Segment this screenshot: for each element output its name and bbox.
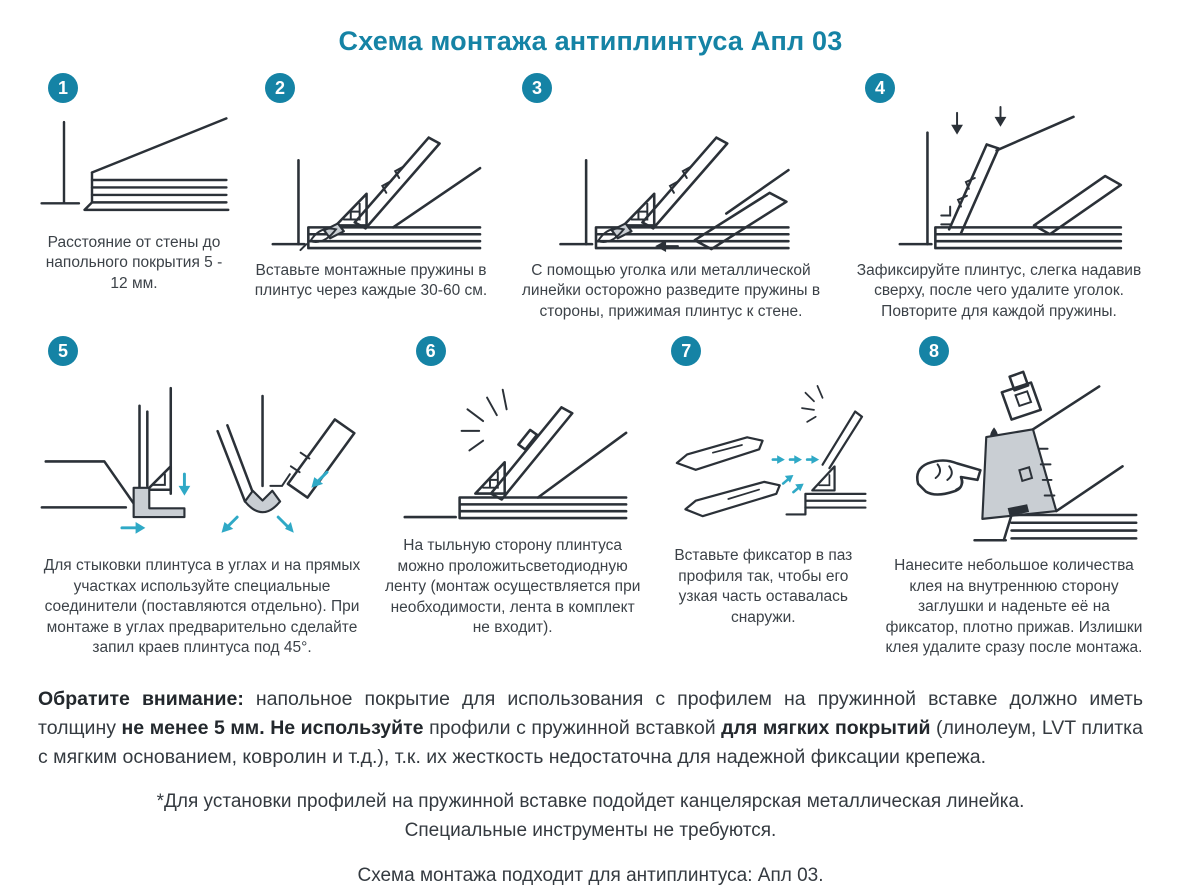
step-3 <box>510 73 832 322</box>
footnote-line-1: *Для установки профилей на пружинной вставке подойдет канцелярская металлическая линейка. <box>156 791 1025 813</box>
attention-note <box>38 685 1143 773</box>
footnote <box>36 788 1145 845</box>
step-7-diagram <box>658 368 868 540</box>
step-6-badge: 6 <box>416 336 446 366</box>
step-4-caption: Зафиксируйте плинтус, слегка надавив сверху, после чего удалите уголок. Повторите для каждой пружины. <box>856 262 1142 320</box>
step-2-caption: Вставьте монтажные пружины в плинтус через каждые 30-60 см. <box>254 262 488 300</box>
step-7-badge: 7 <box>671 336 701 366</box>
steps-row-1 <box>36 73 1145 322</box>
step-7 <box>657 336 869 628</box>
fixator <box>677 438 763 471</box>
step-5-diagram <box>36 368 368 550</box>
led-strip <box>518 430 537 450</box>
step-7-caption: Вставьте фиксатор в паз профиля так, чтобы его узкая часть оставалась снаружи. <box>674 547 853 626</box>
footnote-line-2: Специальные инструменты не требуются. <box>404 819 777 841</box>
step-2 <box>253 73 489 302</box>
attention-note-segment: не менее 5 мм. Не используйте <box>121 716 424 739</box>
step-4-badge: 4 <box>865 73 895 103</box>
step-4-diagram <box>868 105 1130 255</box>
attention-note-segment: напольное покрытие для использования с профилем на пружинной вставке должно иметь толщину <box>38 687 1144 739</box>
step-1-badge: 1 <box>48 73 78 103</box>
step-8 <box>883 336 1145 658</box>
attention-note-segment: для мягких покрытий <box>721 716 931 739</box>
step-1-diagram <box>36 105 232 227</box>
step-6 <box>382 336 644 638</box>
step-3-diagram <box>546 105 796 255</box>
step-5 <box>36 336 368 658</box>
attention-note-segment: (линолеум, LVT плитка с мягким основанием, ковролин и т.д.), т.к. их жесткость недостаточна для надежной фиксации крепежа. <box>38 716 1143 769</box>
attention-note-segment: профили с пружинной вставкой <box>423 716 722 739</box>
compatibility-line: Схема монтажа подходит для антиплинтуса: Апл 03. <box>357 865 824 887</box>
fixator <box>686 482 780 516</box>
step-8-diagram <box>885 368 1143 550</box>
step-4 <box>853 73 1145 322</box>
step-5-badge: 5 <box>48 336 78 366</box>
step-6-diagram <box>393 368 633 530</box>
page-title: Схема монтажа антиплинтуса Апл 03 <box>338 26 843 56</box>
step-1 <box>36 73 232 294</box>
step-3-badge: 3 <box>522 73 552 103</box>
step-8-badge: 8 <box>919 336 949 366</box>
step-2-badge: 2 <box>265 73 295 103</box>
end-cap <box>982 430 1056 520</box>
step-2-diagram <box>255 105 487 255</box>
attention-note-segment: Обратите внимание: <box>38 687 256 710</box>
step-8-caption: Нанесите небольшое количества клея на внутреннюю сторону заглушки и наденьте её на фиксатор, плотно прижав. Излишки клея удалите сразу после монтажа. <box>885 557 1143 657</box>
step-6-caption: На тыльную сторону плинтуса можно проложитьсветодиодную ленту (монтаж осуществляется при необходимости, лента в комплект не входит). <box>384 537 641 637</box>
step-1-caption: Расстояние от стены до напольного покрытия 5 - 12 мм. <box>45 234 223 292</box>
step-3-caption: С помощью уголка или металлической линейки осторожно разведите пружины в стороны, прижимая плинтус к стене. <box>521 262 821 320</box>
steps-row-2 <box>36 336 1145 658</box>
step-5-caption: Для стыковки плинтуса в углах и на прямых участках используйте специальные соединители (поставляются отдельно). При монтаже в углах предварительно сделайте запил краев плинтуса под 45°. <box>43 557 361 657</box>
